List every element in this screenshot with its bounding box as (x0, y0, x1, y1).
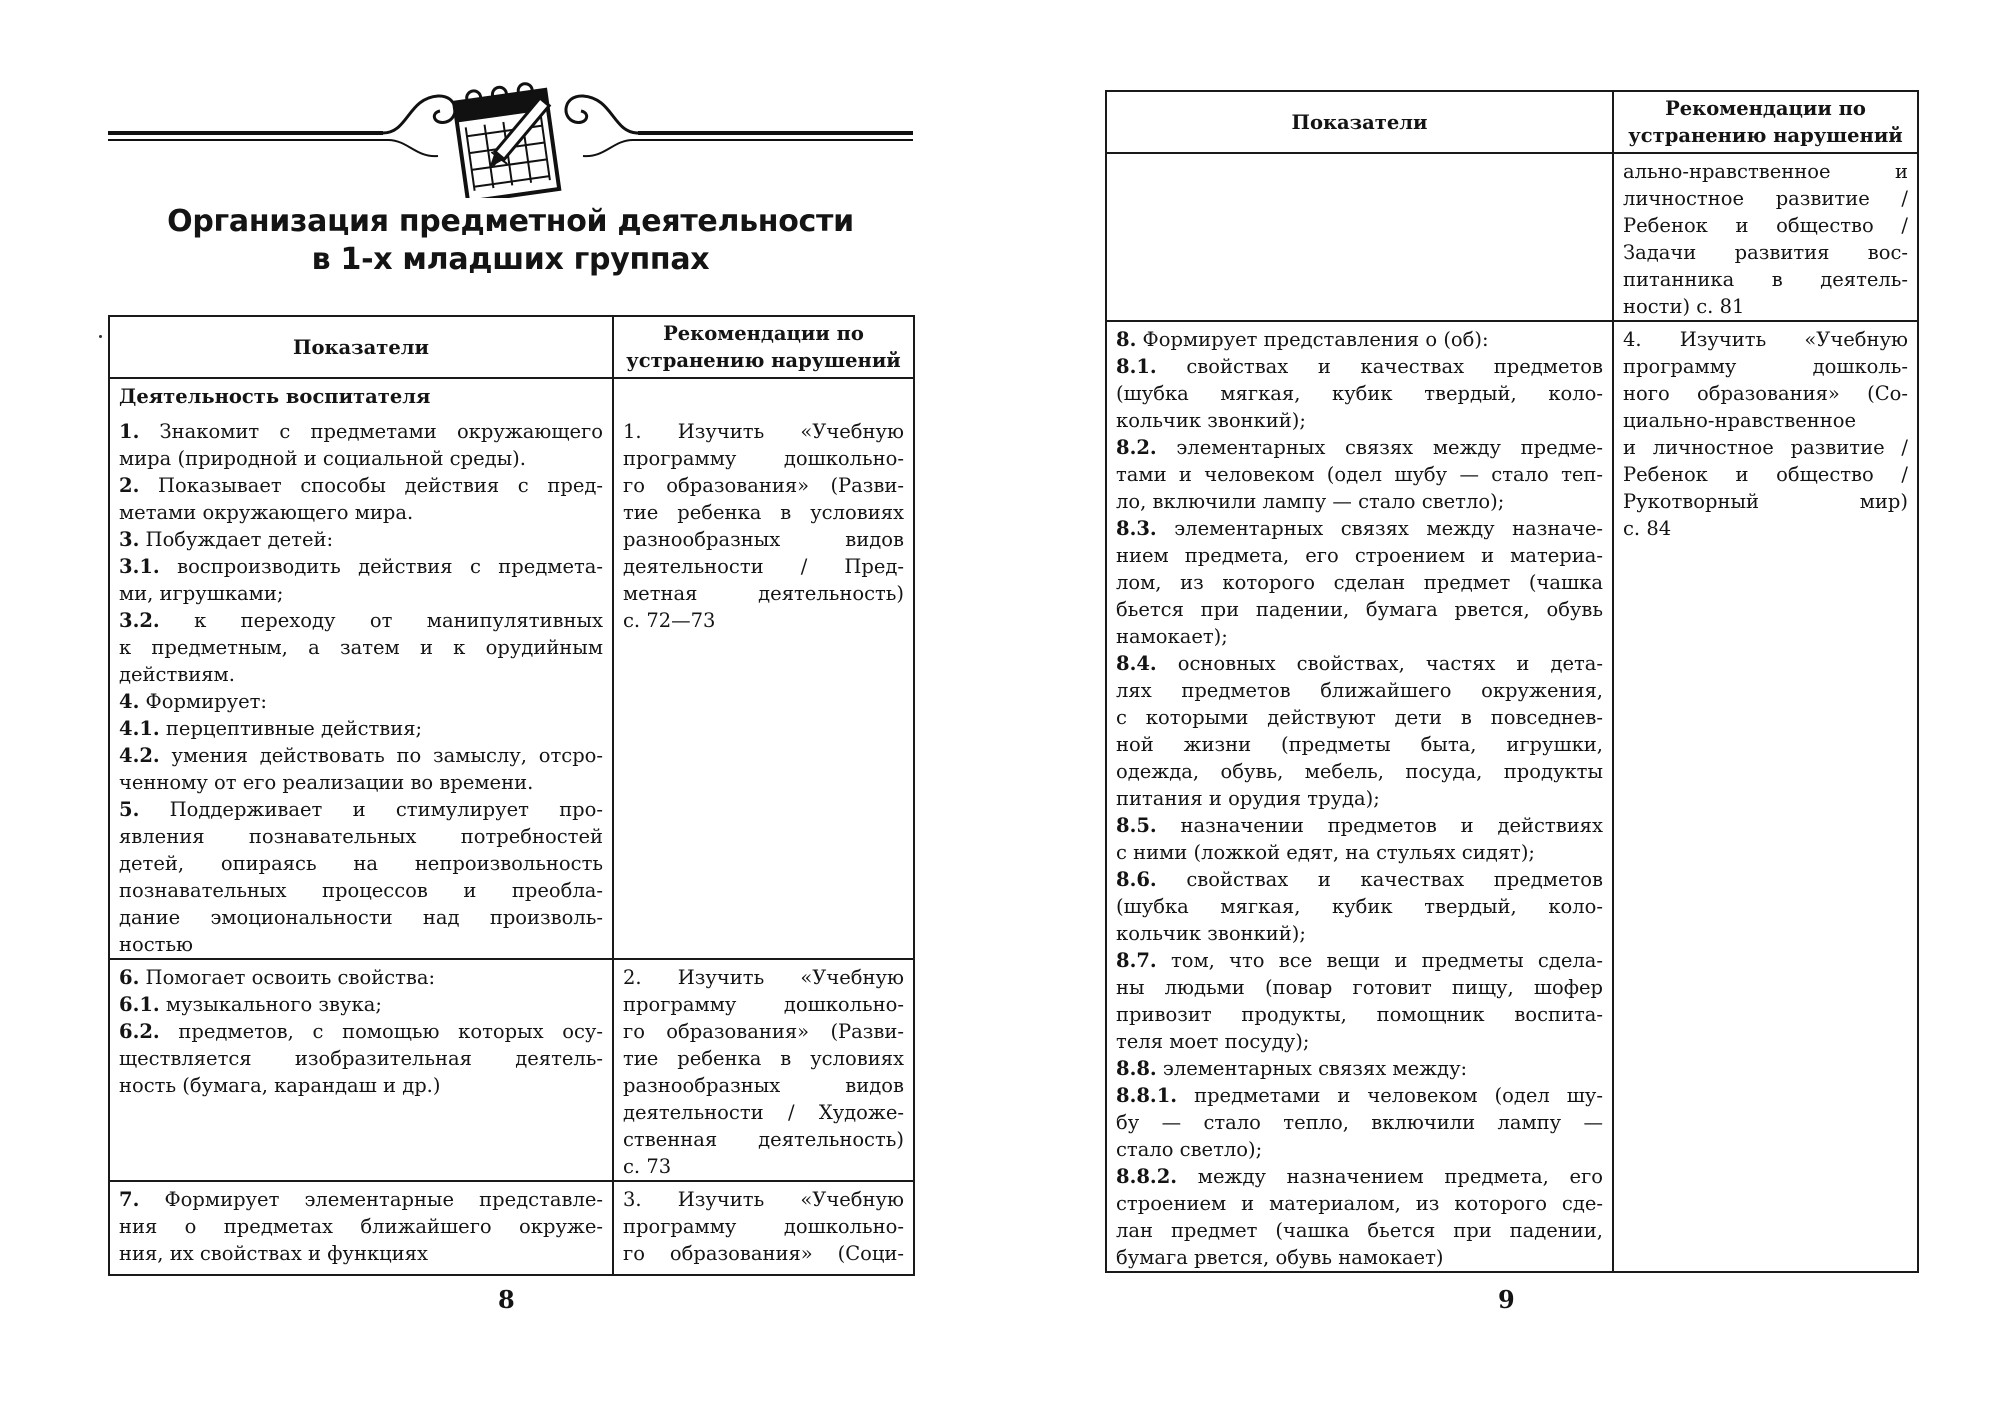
item-text: кольчик звонкий); (1116, 409, 1306, 432)
item-number: 6.2. (119, 1020, 160, 1043)
item-text: назначении предметов и действиях (1156, 814, 1603, 837)
text-line (623, 1213, 904, 1240)
text-line (119, 383, 603, 410)
table-row (109, 378, 914, 959)
text-line (1116, 596, 1603, 623)
text-line (1116, 758, 1603, 785)
item-text: привозит продукты, помощник воспита- (1116, 1003, 1603, 1026)
text-line (119, 1240, 603, 1267)
text-line (623, 472, 904, 499)
item-text: (шубка мягкая, кубик твердый, коло- (1116, 895, 1603, 918)
item-text: 4. Изучить «Учебную (1623, 328, 1908, 351)
text-line (623, 991, 904, 1018)
margin-dot (99, 335, 102, 338)
item-text: Ребенок и общество / (1623, 214, 1908, 237)
item-text: Знакомит с предметами окружающего (139, 420, 603, 443)
text-line (1116, 353, 1603, 380)
text-line (1116, 380, 1603, 407)
item-text: к предметным, а затем и к орудийным (119, 636, 603, 659)
item-text: явления познавательных потребностей (119, 825, 603, 848)
text-line (119, 661, 603, 688)
item-text: метная деятельность) (623, 582, 904, 605)
item-text: ности) с. 81 (1623, 295, 1745, 318)
text-line (1623, 488, 1908, 515)
item-number: 6. (119, 966, 140, 989)
header-recommendations-line-1: Рекомендации по (1665, 97, 1866, 120)
title-line-2: в 1-х младших группах (311, 242, 710, 277)
indicator-cell (1106, 321, 1613, 1272)
text-line (119, 499, 603, 526)
text-line (1623, 407, 1908, 434)
item-number: 8.3. (1116, 517, 1157, 540)
item-text: кольчик звонкий); (1116, 922, 1306, 945)
text-line (119, 1213, 603, 1240)
title-line-1: Организация предметной деятельности (167, 204, 854, 239)
indicator-cell (109, 959, 613, 1181)
item-text: го образования» (Соци- (623, 1242, 904, 1265)
item-number: 3.2. (119, 609, 160, 632)
item-text: ло, включили лампу — стало светло); (1116, 490, 1505, 513)
item-text: Формирует: (139, 690, 267, 713)
item-text: строением и материалом, из которого сде- (1116, 1192, 1603, 1215)
item-text: свойствах и качествах предметов (1156, 355, 1603, 378)
item-text: намокает); (1116, 625, 1228, 648)
text-line (623, 607, 904, 634)
item-text: тами и человеком (одел шубу — стало теп- (1116, 463, 1603, 486)
item-text: элементарных связях между назначе- (1156, 517, 1603, 540)
header-recommendations-line-2: устранению нарушений (626, 349, 901, 372)
header-recommendations-line-1: Рекомендации по (663, 322, 864, 345)
text-line (1116, 569, 1603, 596)
item-text: Побуждает детей: (139, 528, 334, 551)
item-number: 1. (119, 420, 140, 443)
item-text: элементарных связях между: (1156, 1057, 1468, 1080)
item-text: перцептивные действия; (159, 717, 423, 740)
item-text: программу дошкольно- (623, 1215, 904, 1238)
item-text: деятельности / Художе- (623, 1101, 904, 1124)
item-text: познавательных процессов и преобла- (119, 879, 603, 902)
text-line (119, 823, 603, 850)
item-text: Рукотворный мир) (1623, 490, 1908, 513)
recommendation-cell (613, 1181, 914, 1275)
text-line (1116, 623, 1603, 650)
text-line (1116, 1028, 1603, 1055)
item-text: и личностное развитие / (1623, 436, 1908, 459)
text-line (623, 580, 904, 607)
item-number: 7. (119, 1188, 140, 1211)
text-line (1116, 1217, 1603, 1244)
item-text: музыкального звука; (159, 993, 382, 1016)
text-line (1116, 731, 1603, 758)
item-text: тие ребенка в условиях (623, 1047, 904, 1070)
text-line (623, 1240, 904, 1267)
item-text: ностью (119, 933, 194, 956)
text-line (1116, 839, 1603, 866)
item-text: Показывает способы действия с пред- (139, 474, 603, 497)
text-line (1116, 1244, 1603, 1271)
item-text: умения действовать по замыслу, отсро- (159, 744, 603, 767)
recommendation-cell (1613, 321, 1918, 1272)
item-text: действиям. (119, 663, 235, 686)
text-line (1623, 158, 1908, 185)
text-line (623, 445, 904, 472)
item-text: программу дошкольно- (623, 993, 904, 1016)
text-line (1116, 1055, 1603, 1082)
item-text: Поддерживает и стимулирует про- (139, 798, 603, 821)
text-line (119, 931, 603, 958)
item-text: ны людьми (повар готовит пищу, шофер (1116, 976, 1603, 999)
page-number-right: 9 (1498, 1285, 1515, 1314)
text-line (623, 383, 904, 410)
item-text: 1. Изучить «Учебную (623, 420, 904, 443)
header-indicators: Показатели (1106, 91, 1613, 153)
item-number: 8.1. (1116, 355, 1157, 378)
text-line (1116, 1082, 1603, 1109)
table-row (1106, 153, 1918, 321)
text-line (1623, 185, 1908, 212)
item-text: с. 72—73 (623, 609, 716, 632)
text-line (119, 1045, 603, 1072)
text-line (1623, 353, 1908, 380)
item-text: с. 84 (1623, 517, 1672, 540)
item-number: 8.5. (1116, 814, 1157, 837)
left-table-body (109, 378, 914, 1275)
table-header-row (109, 316, 914, 378)
item-text: том, что все вещи и предметы сдела- (1156, 949, 1603, 972)
text-line (119, 991, 603, 1018)
text-line (1116, 947, 1603, 974)
item-text: с которыми действуют дети в повседнев- (1116, 706, 1603, 729)
item-text: бумага рвется, обувь намокает) (1116, 1246, 1444, 1269)
item-text: питанника в деятель- (1623, 268, 1908, 291)
item-text: ально-нравственное и (1623, 160, 1908, 183)
item-text: основных свойствах, частях и дета- (1156, 652, 1603, 675)
page-title (108, 203, 913, 279)
item-text: нием предмета, его строением и материа- (1116, 544, 1603, 567)
item-text: ственная деятельность) (623, 1128, 904, 1151)
indicator-cell (109, 1181, 613, 1275)
item-text: свойствах и качествах предметов (1156, 868, 1603, 891)
text-line (1623, 212, 1908, 239)
item-number: 8.4. (1116, 652, 1157, 675)
item-text: с. 73 (623, 1155, 672, 1178)
item-text: предметов, с помощью которых осу- (159, 1020, 603, 1043)
header-indicators: Показатели (109, 316, 613, 378)
page-number-left: 8 (498, 1285, 515, 1314)
item-text: ченному от его реализации во времени. (119, 771, 534, 794)
table-row (109, 959, 914, 1181)
text-line (1623, 266, 1908, 293)
text-line (1623, 239, 1908, 266)
text-line (623, 1153, 904, 1180)
item-text: к переходу от манипулятивных (159, 609, 603, 632)
item-text: 2. Изучить «Учебную (623, 966, 904, 989)
item-text: тие ребенка в условиях (623, 501, 904, 524)
item-number: 8.7. (1116, 949, 1157, 972)
text-line (119, 1186, 603, 1213)
item-text: ния, их свойствах и функциях (119, 1242, 428, 1265)
text-line (1116, 920, 1603, 947)
item-text: го образования» (Разви- (623, 1020, 904, 1043)
item-text: дание эмоциональности над произволь- (119, 906, 603, 929)
item-text: ния о предметах ближайшего окруже- (119, 1215, 603, 1238)
text-line (623, 1045, 904, 1072)
left-indicators-table (108, 315, 915, 1276)
item-text: Ребенок и общество / (1623, 463, 1908, 486)
text-line (1116, 434, 1603, 461)
text-line (1116, 407, 1603, 434)
recommendation-cell (613, 378, 914, 959)
text-line (1116, 1163, 1603, 1190)
item-text: лом, из которого сделан предмет (чашка (1116, 571, 1603, 594)
text-line (1116, 893, 1603, 920)
text-line (119, 715, 603, 742)
text-line (119, 472, 603, 499)
text-line (623, 1126, 904, 1153)
text-line (119, 580, 603, 607)
header-recommendations (613, 316, 914, 378)
text-line (119, 688, 603, 715)
text-line (623, 526, 904, 553)
item-number: 8.8. (1116, 1057, 1157, 1080)
item-text: элементарных связях между предме- (1156, 436, 1603, 459)
text-line (119, 634, 603, 661)
item-text: 3. Изучить «Учебную (623, 1188, 904, 1211)
text-line (119, 1018, 603, 1045)
item-text: Задачи развития вос- (1623, 241, 1908, 264)
right-page (1000, 0, 2000, 1407)
item-text: го образования» (Разви- (623, 474, 904, 497)
text-line (1623, 461, 1908, 488)
text-line (1116, 650, 1603, 677)
item-number: 4.1. (119, 717, 160, 740)
item-number: 3. (119, 528, 140, 551)
indicator-cell (109, 378, 613, 959)
text-line (1116, 461, 1603, 488)
item-number: 8. (1116, 328, 1137, 351)
item-text: предметами и человеком (одел шу- (1177, 1084, 1603, 1107)
text-line (1116, 515, 1603, 542)
text-line (1623, 380, 1908, 407)
text-line (623, 964, 904, 991)
text-line (119, 1072, 603, 1099)
calendar-ornament-icon (108, 78, 913, 198)
text-line (119, 769, 603, 796)
text-line (119, 742, 603, 769)
item-text: разнообразных видов (623, 528, 904, 551)
item-text: лях предметов ближайшего окружения, (1116, 679, 1603, 702)
item-text: метами окружающего мира. (119, 501, 414, 524)
text-line (1116, 488, 1603, 515)
item-text: ного образования» (Со- (1623, 382, 1908, 405)
item-text: теля моет посуду); (1116, 1030, 1310, 1053)
text-line (1116, 677, 1603, 704)
text-line (119, 526, 603, 553)
item-text: бьется при падении, бумага рвется, обувь (1116, 598, 1603, 621)
text-line (1116, 1001, 1603, 1028)
text-line (623, 499, 904, 526)
text-line (1623, 293, 1908, 320)
item-text: ность (бумага, карандаш и др.) (119, 1074, 441, 1097)
text-line (623, 553, 904, 580)
item-number: 8.8.1. (1116, 1084, 1178, 1107)
text-line (1623, 515, 1908, 542)
item-text: мира (природной и социальной среды). (119, 447, 526, 470)
item-number: 4. (119, 690, 140, 713)
item-text: бу — стало тепло, включили лампу — (1116, 1111, 1603, 1134)
item-text: ной жизни (предметы быта, игрушки, (1116, 733, 1603, 756)
text-line (1116, 866, 1603, 893)
item-text: стало светло); (1116, 1138, 1263, 1161)
item-text: Формирует элементарные представле- (139, 1188, 603, 1211)
text-line (1116, 704, 1603, 731)
table-row (1106, 321, 1918, 1272)
text-line (1116, 1136, 1603, 1163)
item-number: 8.8.2. (1116, 1165, 1178, 1188)
right-table-body (1106, 153, 1918, 1272)
text-line (1116, 326, 1603, 353)
text-line (119, 607, 603, 634)
text-line (623, 1186, 904, 1213)
item-text: одежда, обувь, мебель, посуда, продукты (1116, 760, 1603, 783)
item-text: (шубка мягкая, кубик твердый, коло- (1116, 382, 1603, 405)
text-line (119, 904, 603, 931)
item-number: 8.6. (1116, 868, 1157, 891)
text-line (119, 445, 603, 472)
text-line (1623, 326, 1908, 353)
header-recommendations (1613, 91, 1918, 153)
text-line (1116, 1109, 1603, 1136)
text-line (119, 796, 603, 823)
item-text: детей, опираясь на непроизвольность (119, 852, 603, 875)
text-line (623, 418, 904, 445)
text-line (119, 877, 603, 904)
item-text: лан предмет (чашка бьется при падении, (1116, 1219, 1603, 1242)
item-text: программу дошкольно- (623, 447, 904, 470)
text-line (119, 418, 603, 445)
recommendation-cell (1613, 153, 1918, 321)
item-text: Помогает освоить свойства: (139, 966, 436, 989)
item-text: разнообразных видов (623, 1074, 904, 1097)
indicator-cell (1106, 153, 1613, 321)
text-line (1116, 1190, 1603, 1217)
text-line (119, 553, 603, 580)
table-row (109, 1181, 914, 1275)
item-text: циально-нравственное (1623, 409, 1857, 432)
item-text: ми, игрушками; (119, 582, 284, 605)
text-line (119, 850, 603, 877)
right-indicators-table (1105, 90, 1919, 1273)
text-line (1623, 434, 1908, 461)
item-text: Формирует представления о (об): (1136, 328, 1489, 351)
text-line (1116, 785, 1603, 812)
item-text: ществляется изобразительная деятель- (119, 1047, 603, 1070)
item-number: 8.2. (1116, 436, 1157, 459)
text-line (623, 1072, 904, 1099)
item-text: питания и орудия труда); (1116, 787, 1380, 810)
item-text: с ними (ложкой едят, на стульях сидят); (1116, 841, 1536, 864)
text-line (1116, 812, 1603, 839)
item-text: между назначением предмета, его (1177, 1165, 1603, 1188)
item-text: деятельности / Пред- (623, 555, 904, 578)
text-line (1116, 542, 1603, 569)
item-number: 5. (119, 798, 140, 821)
item-number: 6.1. (119, 993, 160, 1016)
text-line (623, 1018, 904, 1045)
item-number: 2. (119, 474, 140, 497)
item-text: личностное развитие / (1623, 187, 1908, 210)
text-line (1116, 974, 1603, 1001)
text-line (623, 1099, 904, 1126)
item-text: воспроизводить действия с предмета- (159, 555, 603, 578)
recommendation-cell (613, 959, 914, 1181)
item-text: Деятельность воспитателя (119, 385, 431, 408)
text-line (119, 964, 603, 991)
item-number: 3.1. (119, 555, 160, 578)
item-text: программу дошколь- (1623, 355, 1908, 378)
item-number: 4.2. (119, 744, 160, 767)
header-recommendations-line-2: устранению нарушений (1628, 124, 1903, 147)
table-header-row (1106, 91, 1918, 153)
